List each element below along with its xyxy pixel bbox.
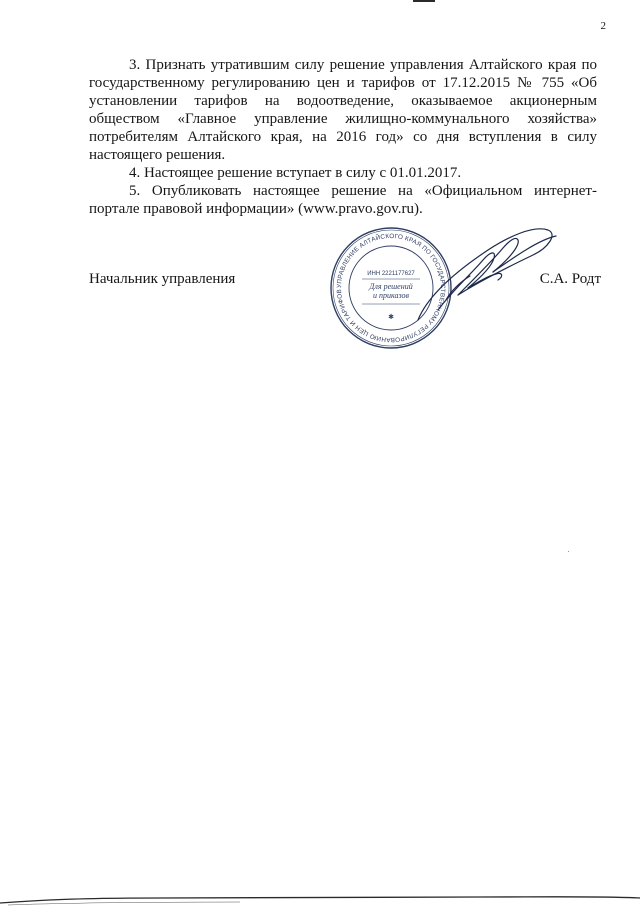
paragraph-5: 5. Опубликовать настоящее решение на «Официальном интернет-портале правовой информации» (www.pravo.gov.ru). — [89, 183, 597, 217]
stamp-inner-line1: Для решений — [369, 282, 413, 291]
signer-title: Начальник управления — [89, 271, 236, 287]
document-body — [89, 56, 597, 218]
page-number: 2 — [600, 20, 606, 32]
handwritten-signature — [398, 200, 566, 330]
scan-bottom-edge — [0, 893, 640, 905]
svg-text:✱: ✱ — [388, 314, 394, 321]
scan-speck — [568, 551, 569, 552]
stamp-ring-text: УПРАВЛЕНИЕ АЛТАЙСКОГО КРАЯ ПО ГОСУДАРСТВЕННОМУ РЕГУЛИРОВАНИЮ ЦЕН И ТАРИФОВ — [335, 232, 447, 344]
paragraph-3: 3. Признать утратившим силу решение управления Алтайского края по государственному регулированию цен и тарифов от 17.12.2015 № 755 «Об установлении тарифов на водоотведение, оказываемое акционерным обществом «Главное управление жилищно-коммунального хозяйства» потребителям Алтайского края, на 2016 год» со дня вступления в силу настоящего решения. — [89, 57, 597, 163]
paragraph-4: 4. Настоящее решение вступает в силу с 01.01.2017. — [129, 165, 462, 181]
signature-scribble-icon — [398, 200, 566, 330]
top-edge-mark — [413, 0, 435, 2]
signer-name: С.А. Родт — [539, 271, 601, 287]
stamp-inner-line2: и приказов — [372, 291, 410, 300]
stamp-inn: ИНН 2221177627 — [367, 271, 415, 277]
